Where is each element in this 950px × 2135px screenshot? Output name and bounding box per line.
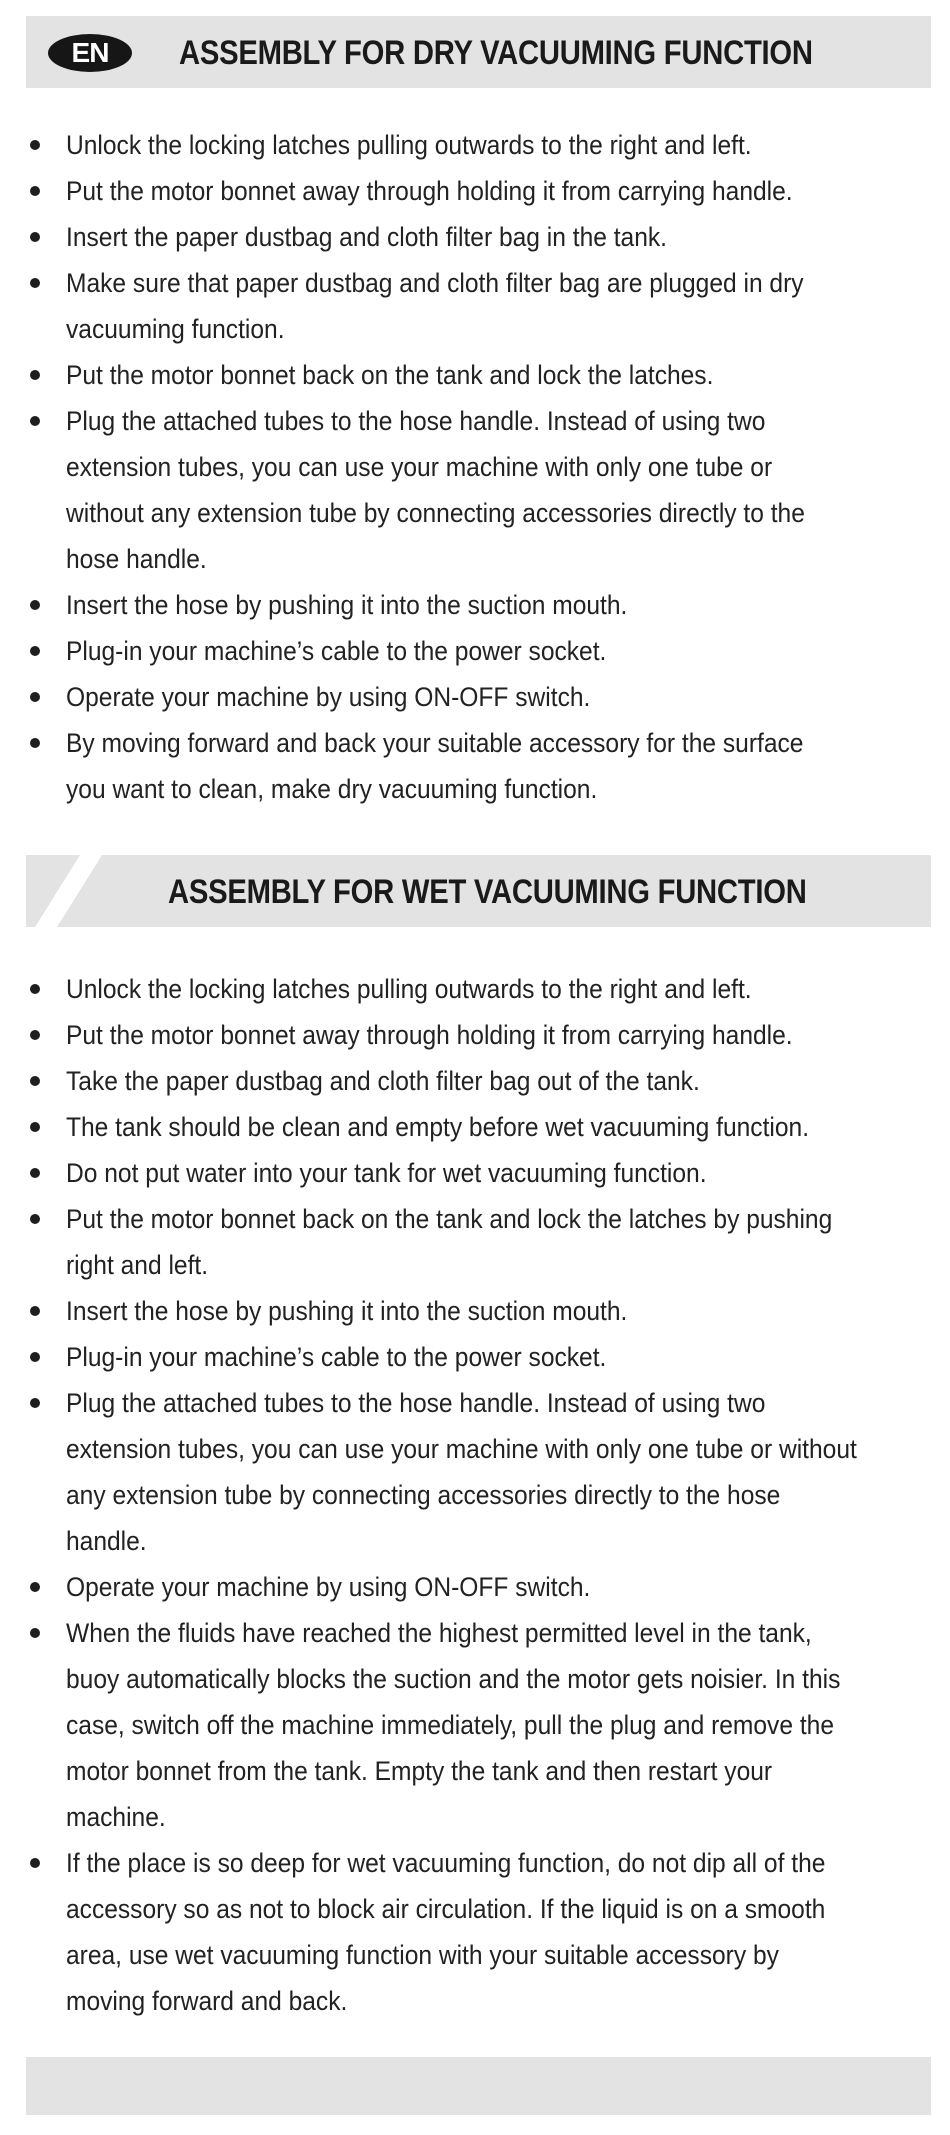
language-badge: EN xyxy=(48,34,132,72)
bullet-icon xyxy=(30,278,40,288)
bullet-icon xyxy=(30,1168,40,1178)
dry-instruction-line: Operate your machine by using ON-OFF switch. xyxy=(66,682,591,712)
dry-instruction-line: Insert the paper dustbag and cloth filter bag in the tank. xyxy=(66,222,667,252)
wet-instruction-line: buoy automatically blocks the suction and the motor gets noisier. In this xyxy=(66,1664,841,1694)
bullet-icon xyxy=(30,370,40,380)
wet-instruction-item xyxy=(0,1564,950,1610)
wet-instruction-line: Do not put water into your tank for wet vacuuming function. xyxy=(66,1158,707,1188)
bullet-icon xyxy=(30,1076,40,1086)
dry-instruction-line: Put the motor bonnet away through holding it from carrying handle. xyxy=(66,176,793,206)
dry-instructions-list xyxy=(0,122,950,812)
wet-instruction-line: Plug the attached tubes to the hose handle. Instead of using two xyxy=(66,1388,766,1418)
bullet-icon xyxy=(30,1122,40,1132)
wet-instruction-line: machine. xyxy=(66,1802,166,1832)
dry-instruction-item xyxy=(0,122,950,168)
dry-instruction-line: extension tubes, you can use your machine with only one tube or xyxy=(66,452,773,482)
wet-instruction-item xyxy=(0,1380,950,1564)
wet-instruction-line: area, use wet vacuuming function with your suitable accessory by xyxy=(66,1940,779,1970)
wet-instruction-line: case, switch off the machine immediately, pull the plug and remove the xyxy=(66,1710,834,1740)
wet-instruction-item xyxy=(0,1610,950,1840)
bullet-icon xyxy=(30,1306,40,1316)
wet-instruction-line: Unlock the locking latches pulling outwards to the right and left. xyxy=(66,974,752,1004)
dry-instruction-line: Unlock the locking latches pulling outwards to the right and left. xyxy=(66,130,752,160)
dry-instruction-line: Plug the attached tubes to the hose handle. Instead of using two xyxy=(66,406,766,436)
wet-instruction-line: If the place is so deep for wet vacuuming function, do not dip all of the xyxy=(66,1848,826,1878)
wet-instruction-item xyxy=(0,1334,950,1380)
dry-instruction-item xyxy=(0,582,950,628)
bullet-icon xyxy=(30,1214,40,1224)
dry-instruction-item xyxy=(0,352,950,398)
dry-instruction-item xyxy=(0,674,950,720)
wet-instruction-line: Plug-in your machine’s cable to the power socket. xyxy=(66,1342,607,1372)
bullet-icon xyxy=(30,232,40,242)
bullet-icon xyxy=(30,1582,40,1592)
dry-instruction-line: vacuuming function. xyxy=(66,314,285,344)
dry-instruction-line: Plug-in your machine’s cable to the power socket. xyxy=(66,636,607,666)
wet-instruction-item xyxy=(0,1840,950,2024)
dry-section-title: ASSEMBLY FOR DRY VACUUMING FUNCTION xyxy=(179,34,813,72)
dry-section-header xyxy=(26,16,931,88)
wet-instructions-list xyxy=(0,966,950,2024)
wet-instruction-item xyxy=(0,966,950,1012)
wet-instruction-line: moving forward and back. xyxy=(66,1986,348,2016)
bullet-icon xyxy=(30,646,40,656)
wet-instruction-item xyxy=(0,1150,950,1196)
dry-instruction-line: Make sure that paper dustbag and cloth filter bag are plugged in dry xyxy=(66,268,804,298)
footer-band xyxy=(26,2057,931,2115)
dry-instruction-line: Put the motor bonnet back on the tank and lock the latches. xyxy=(66,360,714,390)
wet-instruction-line: any extension tube by connecting accessories directly to the hose xyxy=(66,1480,781,1510)
bullet-icon xyxy=(30,1030,40,1040)
bullet-icon xyxy=(30,1352,40,1362)
wet-instruction-line: right and left. xyxy=(66,1250,209,1280)
dry-instruction-line: Insert the hose by pushing it into the suction mouth. xyxy=(66,590,628,620)
dry-instruction-item xyxy=(0,720,950,812)
bullet-icon xyxy=(30,186,40,196)
wet-instruction-line: Take the paper dustbag and cloth filter bag out of the tank. xyxy=(66,1066,700,1096)
bullet-icon xyxy=(30,1858,40,1868)
bullet-icon xyxy=(30,738,40,748)
dry-instruction-line: you want to clean, make dry vacuuming function. xyxy=(66,774,598,804)
dry-instruction-item xyxy=(0,398,950,582)
bullet-icon xyxy=(30,1628,40,1638)
wet-instruction-line: Put the motor bonnet away through holding it from carrying handle. xyxy=(66,1020,793,1050)
wet-instruction-line: Insert the hose by pushing it into the suction mouth. xyxy=(66,1296,628,1326)
bullet-icon xyxy=(30,692,40,702)
dry-instruction-line: without any extension tube by connecting accessories directly to the xyxy=(66,498,805,528)
wet-instruction-item xyxy=(0,1058,950,1104)
wet-instruction-line: handle. xyxy=(66,1526,147,1556)
dry-instruction-item xyxy=(0,628,950,674)
wet-section-title: ASSEMBLY FOR WET VACUUMING FUNCTION xyxy=(168,873,807,911)
bullet-icon xyxy=(30,1398,40,1408)
bullet-icon xyxy=(30,416,40,426)
wet-instruction-item xyxy=(0,1012,950,1058)
wet-instruction-item xyxy=(0,1196,950,1288)
wet-instruction-line: The tank should be clean and empty before wet vacuuming function. xyxy=(66,1112,810,1142)
wet-instruction-line: extension tubes, you can use your machine with only one tube or without xyxy=(66,1434,857,1464)
wet-instruction-line: accessory so as not to block air circulation. If the liquid is on a smooth xyxy=(66,1894,826,1924)
dry-instruction-item xyxy=(0,168,950,214)
dry-instruction-item xyxy=(0,260,950,352)
dry-instruction-line: By moving forward and back your suitable accessory for the surface xyxy=(66,728,804,758)
wet-instruction-line: Put the motor bonnet back on the tank and lock the latches by pushing xyxy=(66,1204,833,1234)
dry-instruction-item xyxy=(0,214,950,260)
wet-instruction-item xyxy=(0,1288,950,1334)
wet-instruction-line: Operate your machine by using ON-OFF switch. xyxy=(66,1572,591,1602)
wet-instruction-item xyxy=(0,1104,950,1150)
wet-instruction-line: When the fluids have reached the highest permitted level in the tank, xyxy=(66,1618,812,1648)
bullet-icon xyxy=(30,600,40,610)
bullet-icon xyxy=(30,984,40,994)
wet-instruction-line: motor bonnet from the tank. Empty the tank and then restart your xyxy=(66,1756,773,1786)
bullet-icon xyxy=(30,140,40,150)
dry-instruction-line: hose handle. xyxy=(66,544,207,574)
header-slash-decoration xyxy=(35,855,102,927)
wet-section-header xyxy=(26,855,931,927)
